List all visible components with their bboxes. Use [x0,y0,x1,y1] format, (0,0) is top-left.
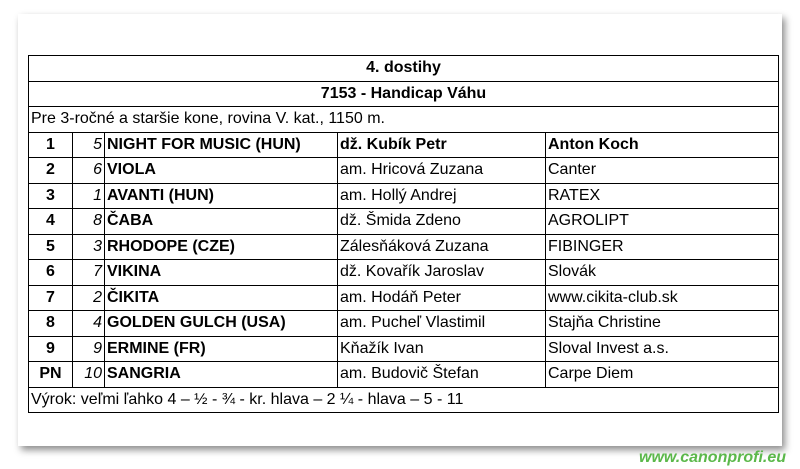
trainer-cell: Stajňa Christine [546,311,779,337]
start-number-cell: 9 [73,336,105,362]
start-number-cell: 1 [73,183,105,209]
start-number-cell: 7 [73,260,105,286]
jockey-cell: Zálesňáková Zuzana [338,234,546,260]
table-row [29,209,779,235]
horse-name-cell: RHODOPE (CZE) [105,234,338,260]
jockey-cell: dž. Kubík Petr [338,132,546,158]
start-number-cell: 3 [73,234,105,260]
table-row [29,260,779,286]
verdict-row [29,387,779,413]
jockey-cell: dž. Šmida Zdeno [338,209,546,235]
race-conditions-row [29,107,779,133]
place-cell: 5 [29,234,73,260]
start-number-cell: 10 [73,362,105,388]
trainer-cell: Canter [546,158,779,184]
table-row [29,132,779,158]
place-cell: 4 [29,209,73,235]
jockey-cell: Kňažík Ivan [338,336,546,362]
jockey-cell: am. Hricová Zuzana [338,158,546,184]
race-number-row [29,56,779,82]
watermark-text: www.canonprofi.eu [639,449,786,466]
trainer-cell: Slovák [546,260,779,286]
trainer-cell: www.cikita-club.sk [546,285,779,311]
horse-name-cell: ČIKITA [105,285,338,311]
jockey-cell: am. Budovič Štefan [338,362,546,388]
trainer-cell: Carpe Diem [546,362,779,388]
start-number-cell: 2 [73,285,105,311]
place-cell: 6 [29,260,73,286]
horse-name-cell: NIGHT FOR MUSIC (HUN) [105,132,338,158]
trainer-cell: FIBINGER [546,234,779,260]
table-row [29,336,779,362]
trainer-cell: Sloval Invest a.s. [546,336,779,362]
jockey-cell: dž. Kovařík Jaroslav [338,260,546,286]
start-number-cell: 4 [73,311,105,337]
start-number-cell: 8 [73,209,105,235]
place-cell: 9 [29,336,73,362]
trainer-cell: RATEX [546,183,779,209]
race-results-table [28,55,779,413]
table-row [29,311,779,337]
jockey-cell: am. Hollý Andrej [338,183,546,209]
table-row [29,234,779,260]
race-title: 7153 - Handicap Váhu [29,81,779,107]
race-title-row [29,81,779,107]
jockey-cell: am. Pucheľ Vlastimil [338,311,546,337]
table-row [29,285,779,311]
horse-name-cell: VIKINA [105,260,338,286]
trainer-cell: AGROLIPT [546,209,779,235]
horse-name-cell: ERMINE (FR) [105,336,338,362]
table-row [29,362,779,388]
start-number-cell: 5 [73,132,105,158]
horse-name-cell: AVANTI (HUN) [105,183,338,209]
table-row [29,183,779,209]
horse-name-cell: VIOLA [105,158,338,184]
race-verdict: Výrok: veľmi ľahko 4 – ½ - ¾ - kr. hlava – 2 ¼ - hlava – 5 - 11 [29,387,779,413]
trainer-cell: Anton Koch [546,132,779,158]
horse-name-cell: ČABA [105,209,338,235]
place-cell: 8 [29,311,73,337]
place-cell: 7 [29,285,73,311]
jockey-cell: am. Hodáň Peter [338,285,546,311]
place-cell: 3 [29,183,73,209]
horse-name-cell: GOLDEN GULCH (USA) [105,311,338,337]
place-cell: PN [29,362,73,388]
place-cell: 2 [29,158,73,184]
race-number-title: 4. dostihy [29,56,779,82]
start-number-cell: 6 [73,158,105,184]
race-conditions: Pre 3-ročné a staršie kone, rovina V. kat., 1150 m. [29,107,779,133]
table-row [29,158,779,184]
place-cell: 1 [29,132,73,158]
horse-name-cell: SANGRIA [105,362,338,388]
